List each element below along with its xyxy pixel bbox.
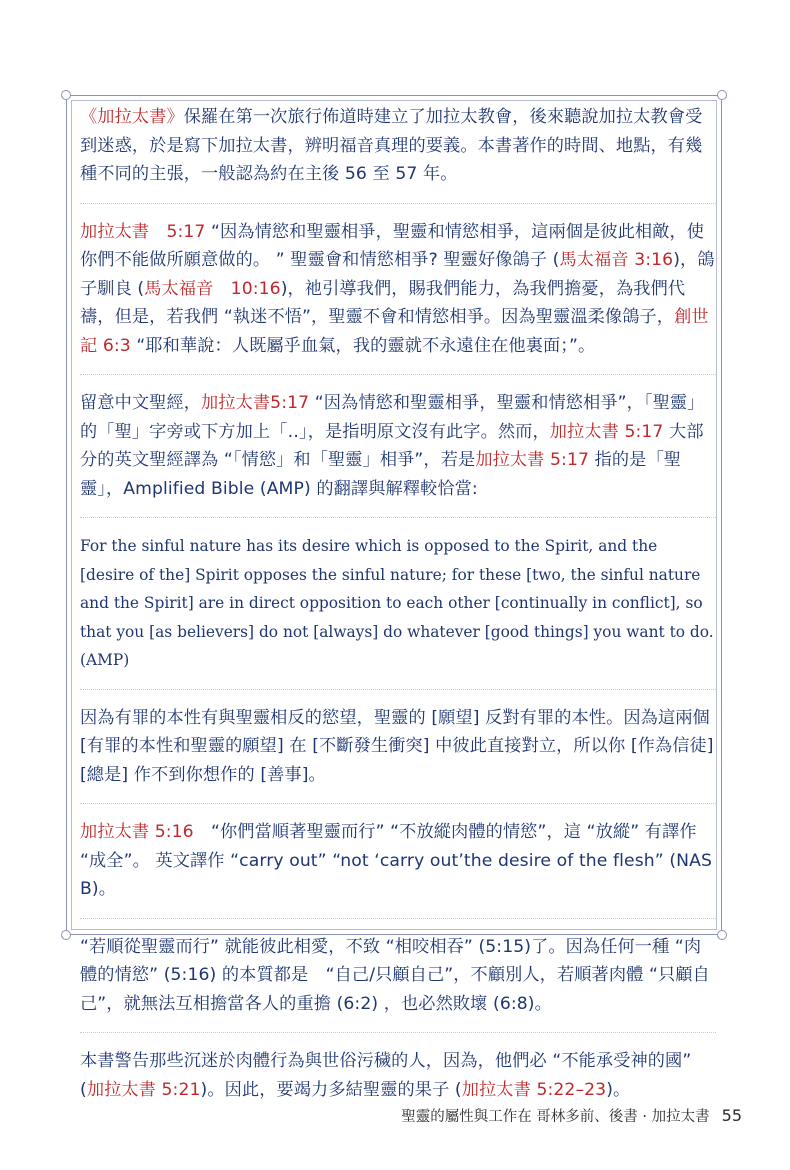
galatians-5-16-paragraph <box>80 818 716 904</box>
page-number: 55 <box>721 1106 742 1125</box>
frame-corner-ornament <box>61 930 71 940</box>
paragraph-text: “耶和華說：人既屬乎血氣，我的靈就不永遠住在他裏面；”。 <box>130 335 596 356</box>
paragraph-text: “你們當順著聖靈而行” “不放縱肉體的情慾”，這 “放縱” 有譯作 “成全”。 英文譯作 “carry out” “not ‘carry out’the desire of the flesh” (NASB)。 <box>80 822 712 899</box>
paragraph-divider <box>80 918 716 919</box>
paragraph-text: )。 <box>606 1079 631 1100</box>
frame-corner-ornament <box>717 930 727 940</box>
paragraph-divider <box>80 803 716 804</box>
paragraph-text: 指的是「聖靈」，Amplified Bible (AMP) 的翻譯與解釋較恰當: <box>80 450 682 499</box>
scripture-reference: 加拉太書 5:16 <box>80 822 194 842</box>
intro-paragraph <box>80 103 716 189</box>
walk-in-spirit-paragraph: “若順從聖靈而行” 就能彼此相愛，不致 “相咬相吞” (5:15)了。因為任何一種 “肉體的情慾” (5:16) 的本質都是 “自己/只顧自己”，不顧別人，若順著肉體 “只顧自己”，就無法互相擔當各人的重擔 (6:2) ，也必然敗壞 (6:8)。 <box>80 936 710 1014</box>
paragraph-text: )。因此，要竭力多結聖靈的果子 ( <box>200 1079 462 1100</box>
paragraph-text: 留意中文聖經， <box>80 393 202 413</box>
scripture-reference: 加拉太書 5:22–23 <box>461 1079 607 1100</box>
frame-corner-ornament <box>61 90 71 100</box>
scripture-reference: 加拉太書 5:21 <box>86 1079 201 1100</box>
scripture-reference: 加拉太書 5:17 <box>549 421 664 442</box>
paragraph-text: 大部分的英文聖經譯為 “「情慾」和「聖靈」相爭”，若是 <box>80 421 704 470</box>
paragraph-text: “因為情慾和聖靈相爭，聖靈和情慾相爭”，「聖靈」的「聖」字旁或下方加上「‥」，是指明原文沒有此字。然而， <box>80 393 705 442</box>
main-content <box>80 103 716 1118</box>
book-reference: 《加拉太書》 <box>80 107 184 127</box>
paragraph-text: “因為情慾和聖靈相爭，聖靈和情慾相爭，這兩個是彼此相敵，使你們不能做所願意做的。 ” 聖靈會和情慾相爭? 聖靈好像鴿子 ( <box>80 221 705 270</box>
scripture-reference: 馬太福音 10:16 <box>144 278 281 299</box>
scripture-reference: 加拉太書5:17 <box>201 393 310 413</box>
paragraph-text: )，鴿子馴良 ( <box>80 250 715 299</box>
paragraph-text: 本書警告那些沉迷於肉體行為與世俗污穢的人，因為，他們必 “不能承受神的國” ( <box>80 1051 692 1100</box>
paragraph-divider <box>80 517 716 518</box>
frame-corner-ornament <box>717 90 727 100</box>
running-title: 聖靈的屬性與工作在 哥林多前、後書 · 加拉太書 <box>401 1109 710 1125</box>
paragraph-divider <box>80 689 716 690</box>
paragraph-text: 保羅在第一次旅行佈道時建立了加拉太教會，後來聽說加拉太教會受到迷惑，於是寫下加拉太書，辨明福音真理的要義。本書著作的時間、地點，有幾種不同的主張，一般認為約在主後 56 至 57 年。 <box>80 107 703 184</box>
galatians-5-17-paragraph <box>80 218 716 361</box>
scripture-reference: 加拉太書 5:17 <box>80 221 206 242</box>
paragraph-divider <box>80 1032 716 1033</box>
scripture-reference: 加拉太書 5:17 <box>475 450 590 470</box>
warning-paragraph <box>80 1047 716 1104</box>
paragraph-divider <box>80 203 716 204</box>
chinese-bible-note-paragraph <box>80 389 716 503</box>
amp-quote-paragraph: For the sinful nature has its desire which is opposed to the Spirit, and the [desire of the] Spirit opposes the sinful nature; for these [two, the sinful nature and the Spirit] are in direct opposition to each other [continually in conflict], so that you [as believers] do not [always] do whatever [good things] you want to do. (AMP) <box>80 537 714 669</box>
scripture-reference: 創世記 6:3 <box>80 307 709 356</box>
scripture-reference: 馬太福音 3:16 <box>559 250 674 270</box>
page-footer <box>401 1105 742 1126</box>
amp-translation-paragraph: 因為有罪的本性有與聖靈相反的慾望，聖靈的 [願望] 反對有罪的本性。因為這兩個 [有罪的本性和聖靈的願望] 在 [不斷發生衝突] 中彼此直接對立，所以你 [作為信徒] [總是] 作不到你想作的 [善事]。 <box>80 707 714 785</box>
paragraph-divider <box>80 374 716 375</box>
paragraph-text: )，祂引導我們，賜我們能力，為我們擔憂，為我們代禱，但是，若我們 “執迷不悟”，聖靈不會和情慾相爭。因為聖靈溫柔像鴿子， <box>80 278 686 327</box>
